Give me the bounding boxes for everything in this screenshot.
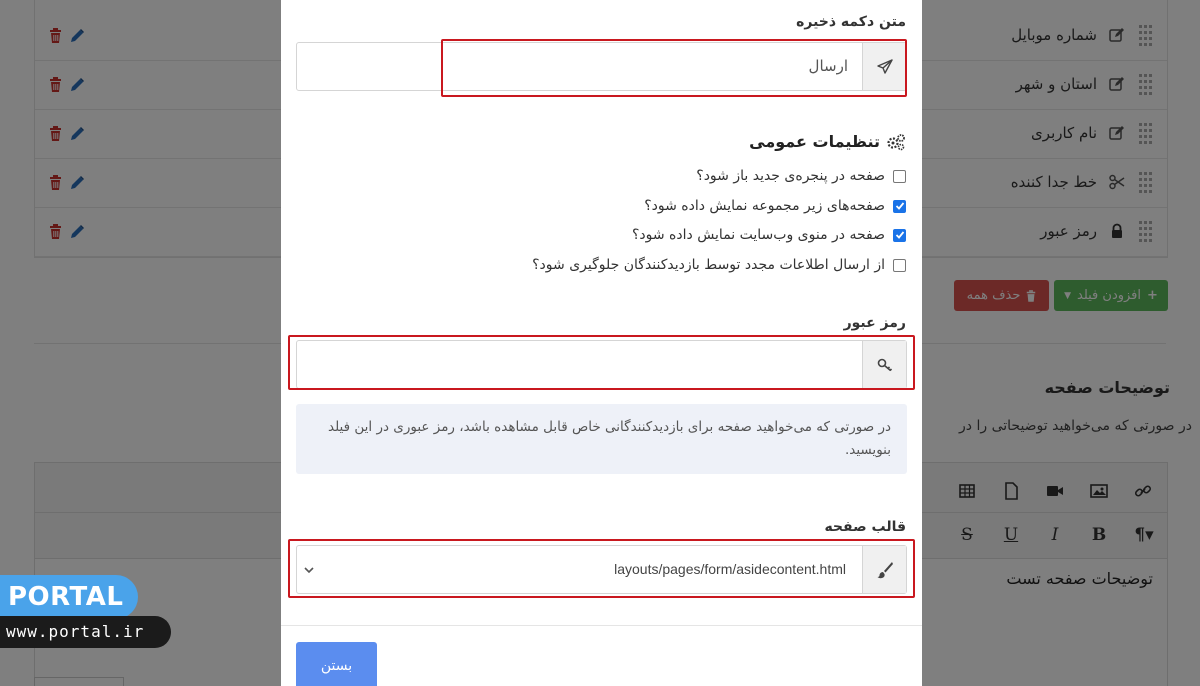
save-button-text-label: متن دکمه ذخیره — [796, 14, 906, 30]
checkbox[interactable] — [893, 200, 906, 213]
page-settings-modal — [281, 0, 922, 686]
save-button-text-value: ارسال — [808, 57, 848, 75]
option-show-subpages[interactable]: صفحه‌های زیر مجموعه نمایش داده شود؟ — [644, 198, 906, 214]
checkbox[interactable] — [893, 229, 906, 242]
save-button-text-field[interactable] — [296, 42, 907, 91]
template-select[interactable] — [296, 545, 907, 594]
template-value: layouts/pages/form/asidecontent.html — [614, 561, 846, 577]
checkbox[interactable] — [893, 170, 906, 183]
paint-brush-icon — [876, 561, 894, 579]
general-settings-title: تنظیمات عمومی — [749, 132, 906, 151]
portal-url: www.portal.ir — [0, 616, 171, 648]
cogs-icon — [886, 133, 906, 151]
option-prevent-resubmit[interactable]: از ارسال اطلاعات مجدد توسط بازدیدکنندگان جلوگیری شود؟ — [532, 257, 906, 273]
close-button[interactable]: بستن — [296, 642, 377, 686]
chevron-down-icon[interactable] — [303, 564, 315, 576]
key-icon — [876, 356, 894, 374]
check-icon — [895, 201, 905, 211]
checkbox[interactable] — [893, 259, 906, 272]
option-open-new-window[interactable]: صفحه در پنجره‌ی جدید باز شود؟ — [696, 168, 906, 184]
password-label: رمز عبور — [843, 315, 906, 331]
password-help-text: در صورتی که می‌خواهید صفحه برای بازدیدکنندگانی خاص قابل مشاهده باشد، رمز عبوری در این فیلد بنویسید. — [296, 404, 907, 474]
template-label: قالب صفحه — [824, 519, 906, 535]
modal-footer-divider — [281, 625, 922, 626]
option-show-in-menu[interactable]: صفحه در منوی وب‌سایت نمایش داده شود؟ — [632, 227, 906, 243]
portal-logo: PORTAL — [0, 575, 138, 619]
paper-plane-icon — [876, 58, 894, 76]
password-field[interactable] — [296, 340, 907, 389]
check-icon — [895, 230, 905, 240]
